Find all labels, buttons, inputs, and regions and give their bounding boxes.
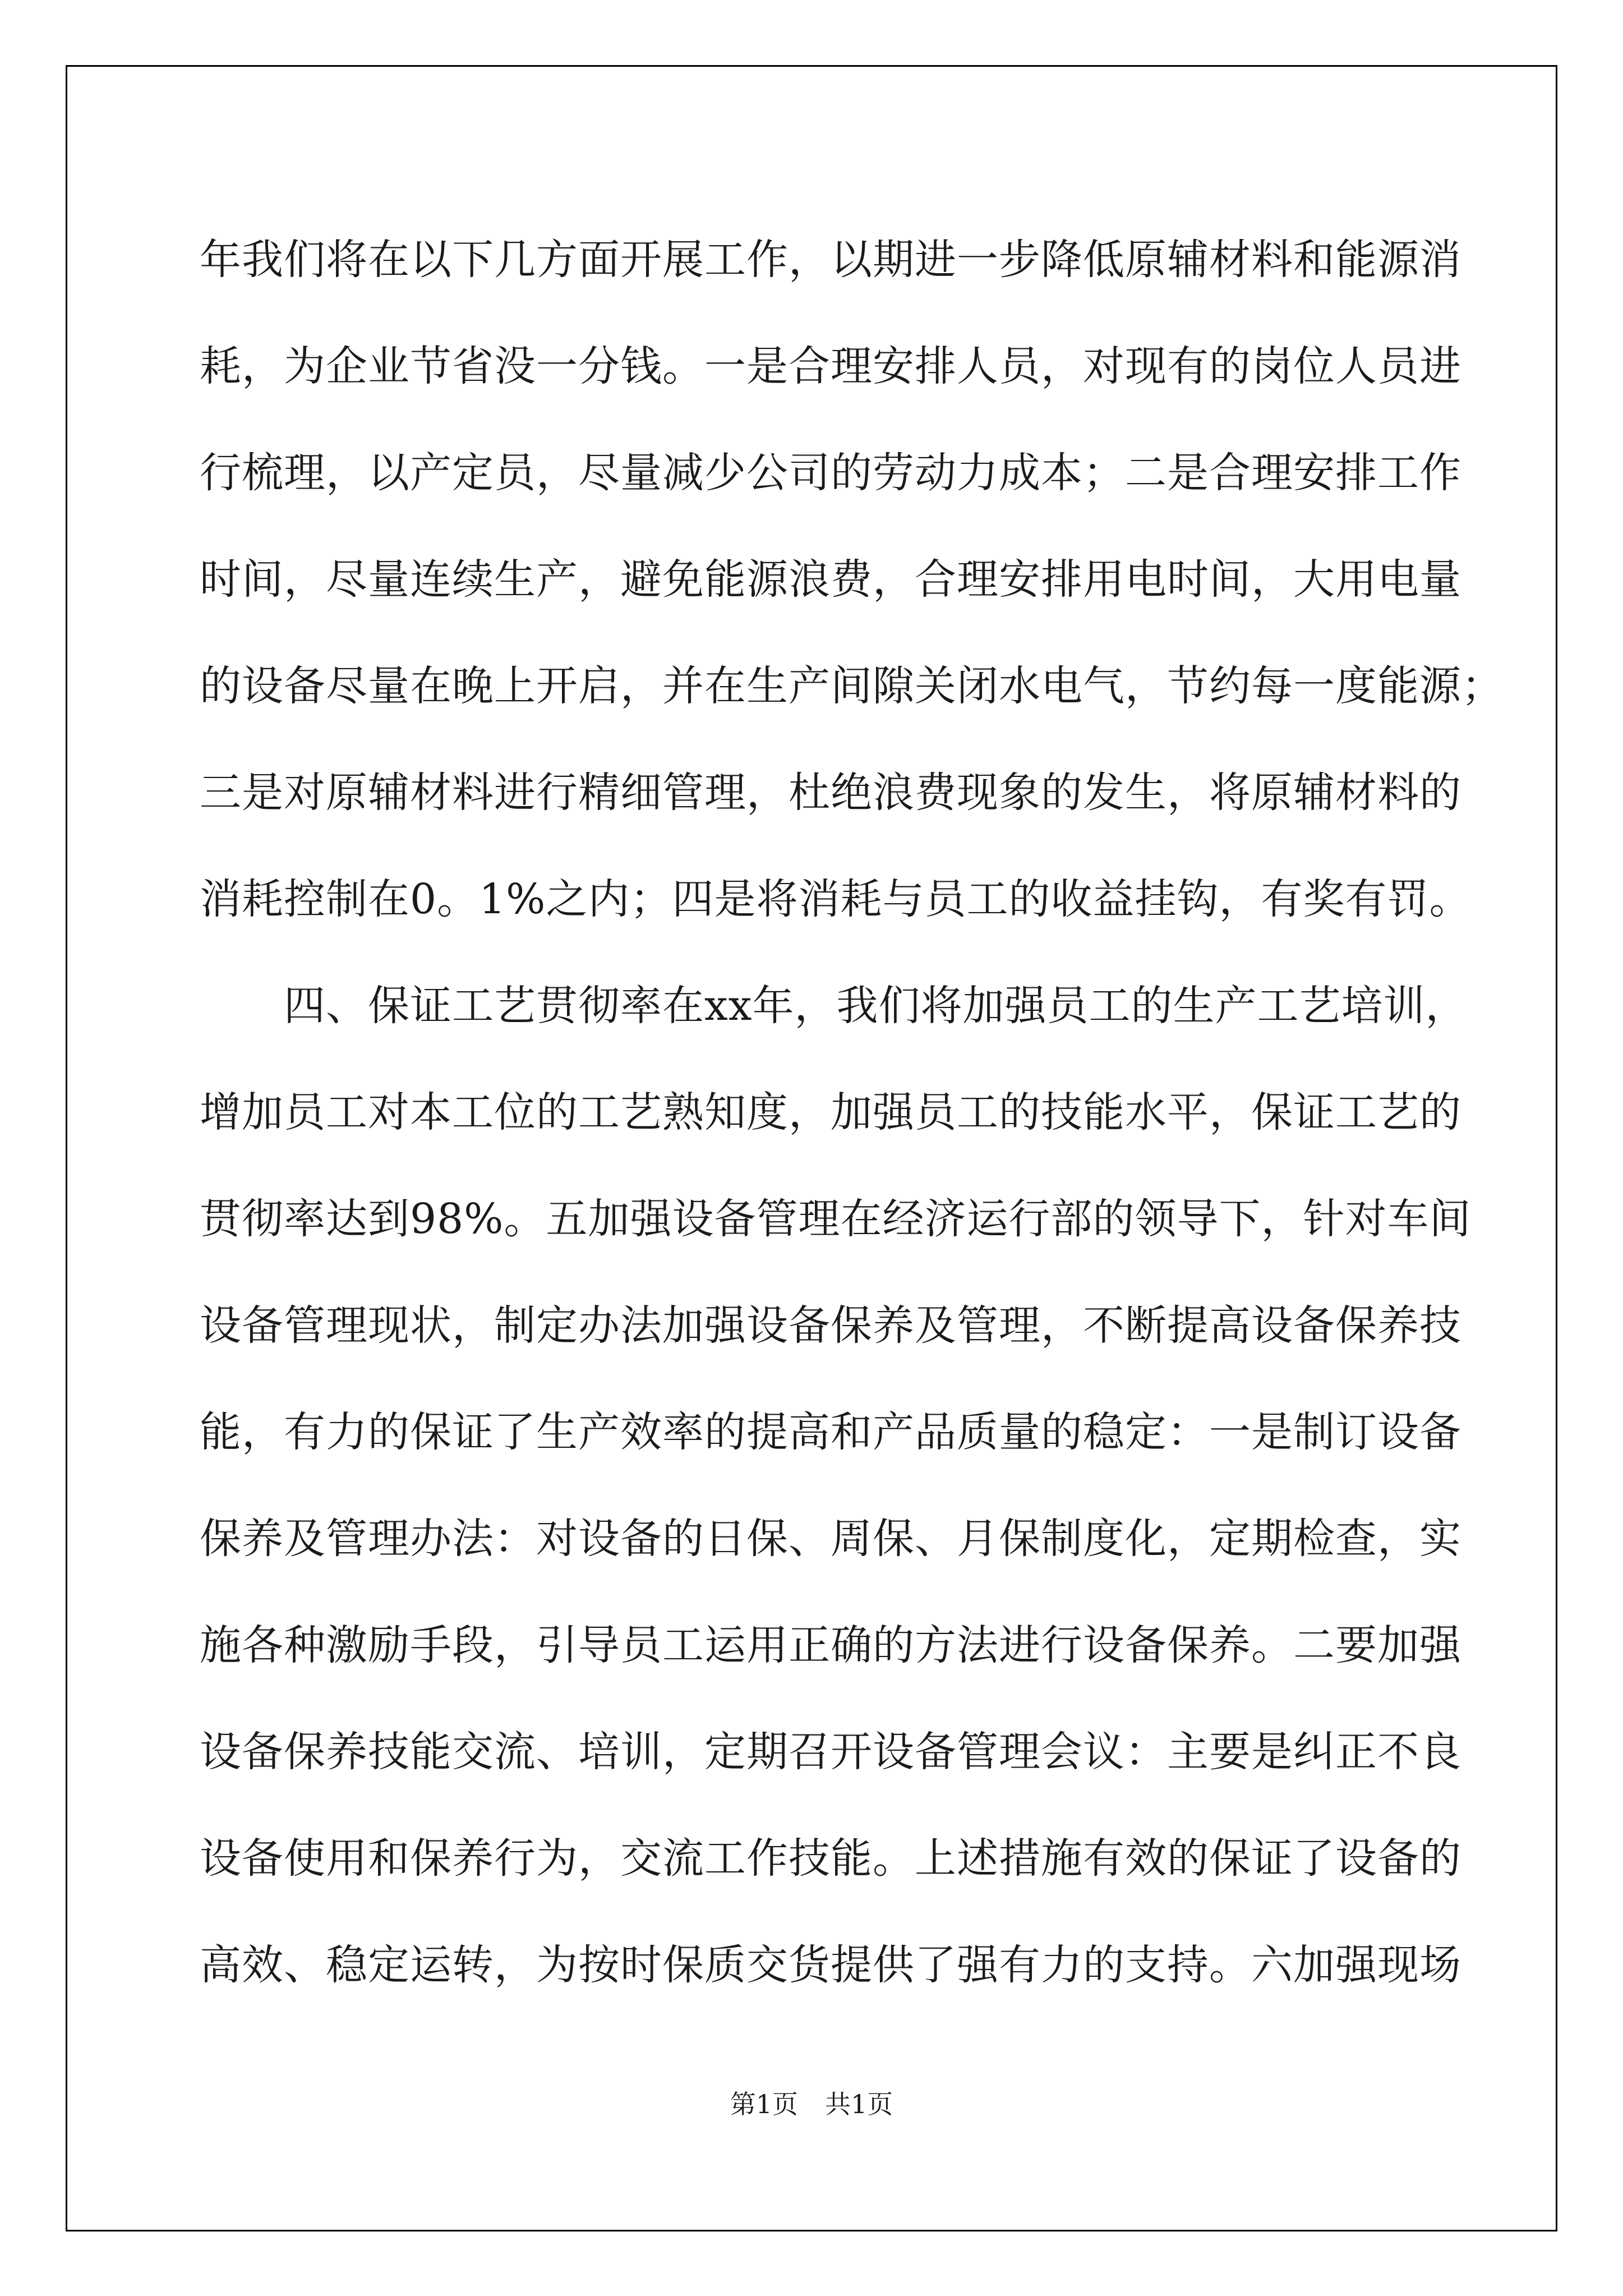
text-line: 年我们将在以下几方面开展工作，以期进一步降低原辅材料和能源消 <box>200 236 1461 284</box>
text-line: 保养及管理办法：对设备的日保、周保、月保制度化，定期检查，实 <box>200 1515 1461 1563</box>
page-footer <box>0 2084 1623 2121</box>
text-line: 设备保养技能交流、培训，定期召开设备管理会议：主要是纠正不良 <box>200 1728 1461 1776</box>
text-line: 时间，尽量连续生产，避免能源浪费，合理安排用电时间，大用电量 <box>200 555 1461 604</box>
text-line: 行梳理，以产定员，尽量减少公司的劳动力成本；二是合理安排工作 <box>200 449 1461 497</box>
text-line: 的设备尽量在晚上开启，并在生产间隙关闭水电气，节约每一度能源； <box>200 662 1504 710</box>
page-total: 共1页 <box>825 2089 893 2119</box>
document-body <box>200 206 1504 2018</box>
text-line: 四、保证工艺贯彻率在xx年，我们将加强员工的生产工艺培训， <box>200 982 1468 1030</box>
text-line: 消耗控制在0。1%之内；四是将消耗与员工的收益挂钩，有奖有罚。 <box>200 875 1472 923</box>
text-line: 贯彻率达到98%。五加强设备管理在经济运行部的领导下，针对车间 <box>200 1195 1472 1243</box>
text-line: 耗，为企业节省没一分钱。一是合理安排人员，对现有的岗位人员进 <box>200 342 1461 390</box>
text-line: 设备使用和保养行为，交流工作技能。上述措施有效的保证了设备的 <box>200 1834 1461 1883</box>
text-line: 三是对原辅材料进行精细管理，杜绝浪费现象的发生，将原辅材料的 <box>200 769 1461 817</box>
text-line: 施各种激励手段，引导员工运用正确的方法进行设备保养。二要加强 <box>200 1621 1461 1669</box>
text-line: 能，有力的保证了生产效率的提高和产品质量的稳定：一是制订设备 <box>200 1408 1461 1456</box>
text-line: 增加员工对本工位的工艺熟知度，加强员工的技能水平，保证工艺的 <box>200 1088 1461 1137</box>
page-number: 第1页 <box>730 2089 798 2119</box>
text-line: 高效、稳定运转，为按时保质交货提供了强有力的支持。六加强现场 <box>200 1941 1461 1989</box>
text-line: 设备管理现状，制定办法加强设备保养及管理，不断提高设备保养技 <box>200 1301 1461 1350</box>
